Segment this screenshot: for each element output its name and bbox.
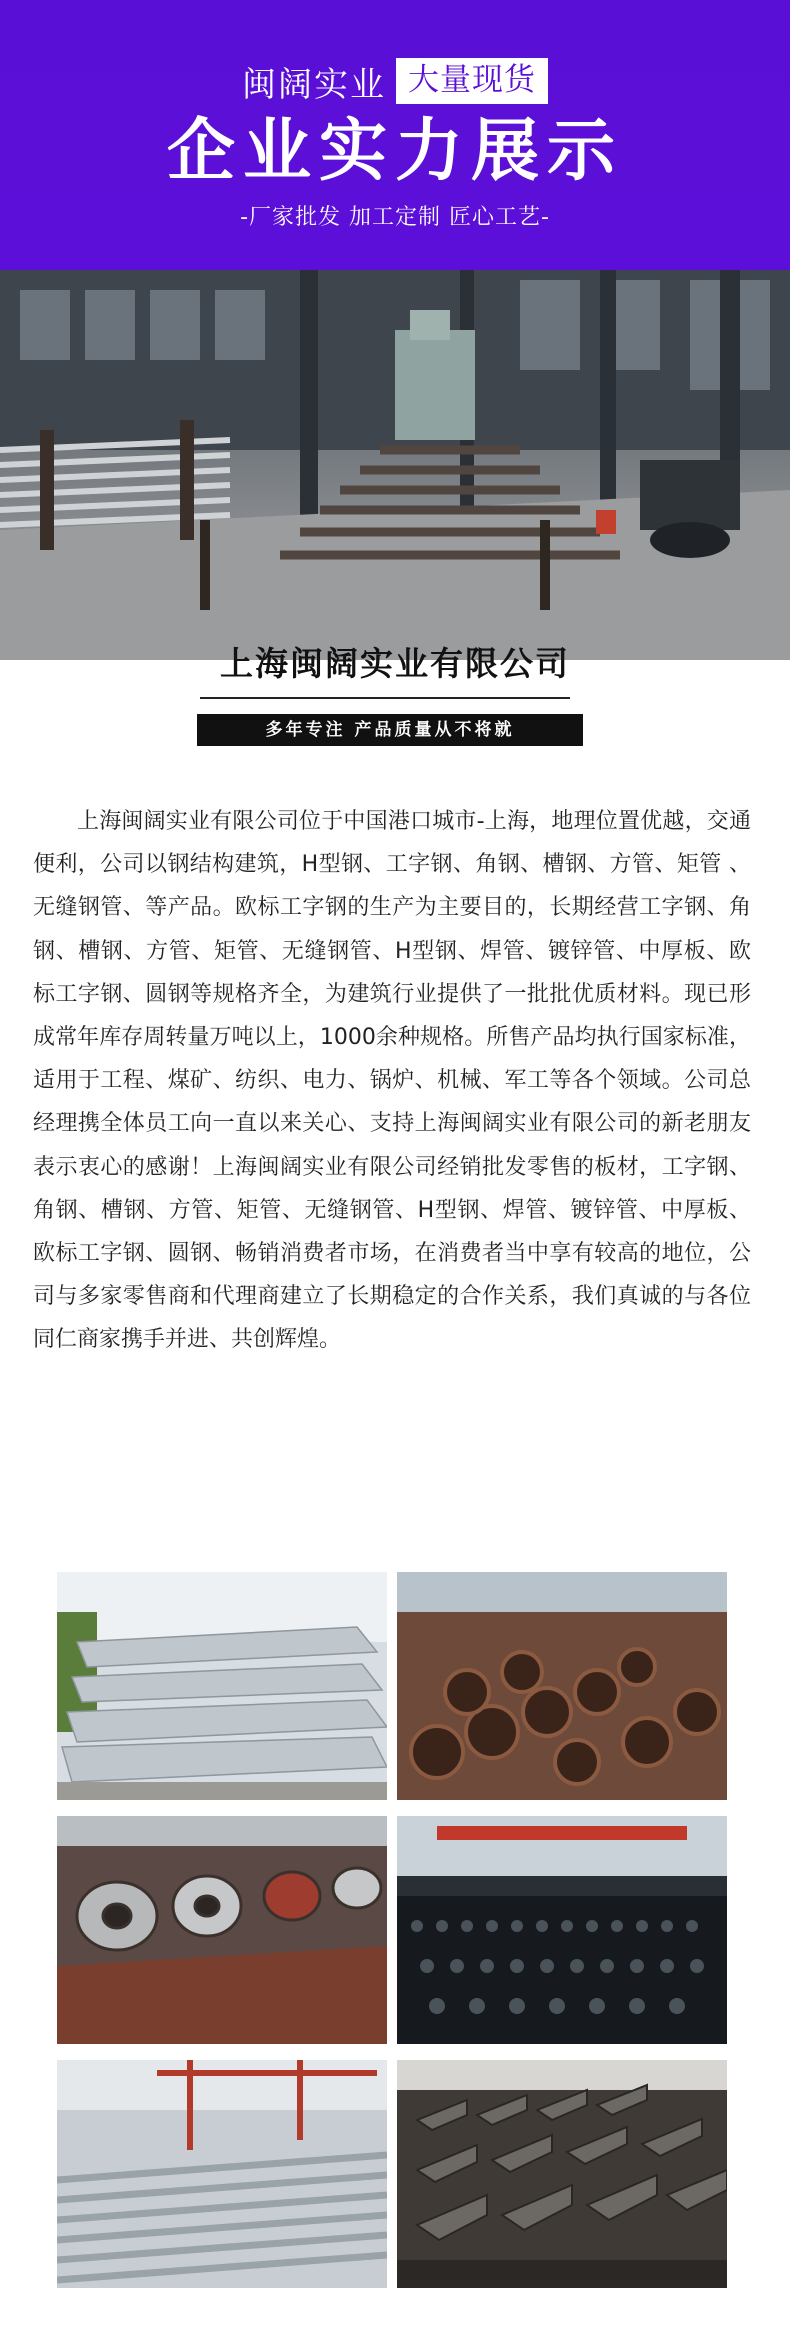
banner-top-row (0, 58, 790, 104)
brand-name: 闽阔实业 (242, 64, 386, 105)
banner-title: 企业实力展示 (166, 112, 623, 191)
product-photo-grid (57, 1572, 727, 2292)
header-banner (0, 0, 790, 270)
photo-angle-steel (397, 2060, 727, 2288)
motto-badge: 多年专注 产品质量从不将就 (197, 714, 583, 746)
photo-galvanized-pipes (57, 1572, 387, 1800)
photo-steel-coils (57, 1816, 387, 2044)
title-underline (200, 697, 570, 699)
photo-seamless-pipes (397, 1572, 727, 1800)
stock-tag: 大量现货 (396, 58, 548, 104)
company-intro: 上海闽阔实业有限公司位于中国港口城市-上海，地理位置优越，交通便利，公司以钢结构建筑，H型钢、工字钢、角钢、槽钢、方管、矩管 、无缝钢管、等产品。欧标工字钢的生产为主要目的，长期经营工字钢、角钢、槽钢、方管、矩管、无缝钢管、H型钢、焊管、镀锌管、中厚板、欧标工字钢、圆钢等规格齐全，为建筑行业提供了一批批优质材料。现已形成常年库存周转量万吨以上，1000余种规格。所售产品均执行国家标准，适用于工程、煤矿、纺织、电力、锅炉、机械、军工等各个领域。公司总经理携全体员工向一直以来关心、支持上海闽阔实业有限公司的新老朋友表示衷心的感谢！上海闽阔实业有限公司经销批发零售的板材，工字钢、角钢、槽钢、方管、矩管、无缝钢管、H型钢、焊管、镀锌管、中厚板、欧标工字钢、圆钢、畅销消费者市场，在消费者当中享有较高的地位，公司与多家零售商和代理商建立了长期稳定的合作关系，我们真诚的与各位同仁商家携手并进、共创辉煌。 (33, 809, 751, 1353)
photo-scaffold-pipes (57, 2060, 387, 2288)
factory-photo (0, 270, 790, 660)
photo-rebar-bundles (397, 1816, 727, 2044)
company-name: 上海闽阔实业有限公司 (220, 644, 570, 683)
banner-subtitle: -厂家批发 加工定制 匠心工艺- (240, 205, 550, 230)
